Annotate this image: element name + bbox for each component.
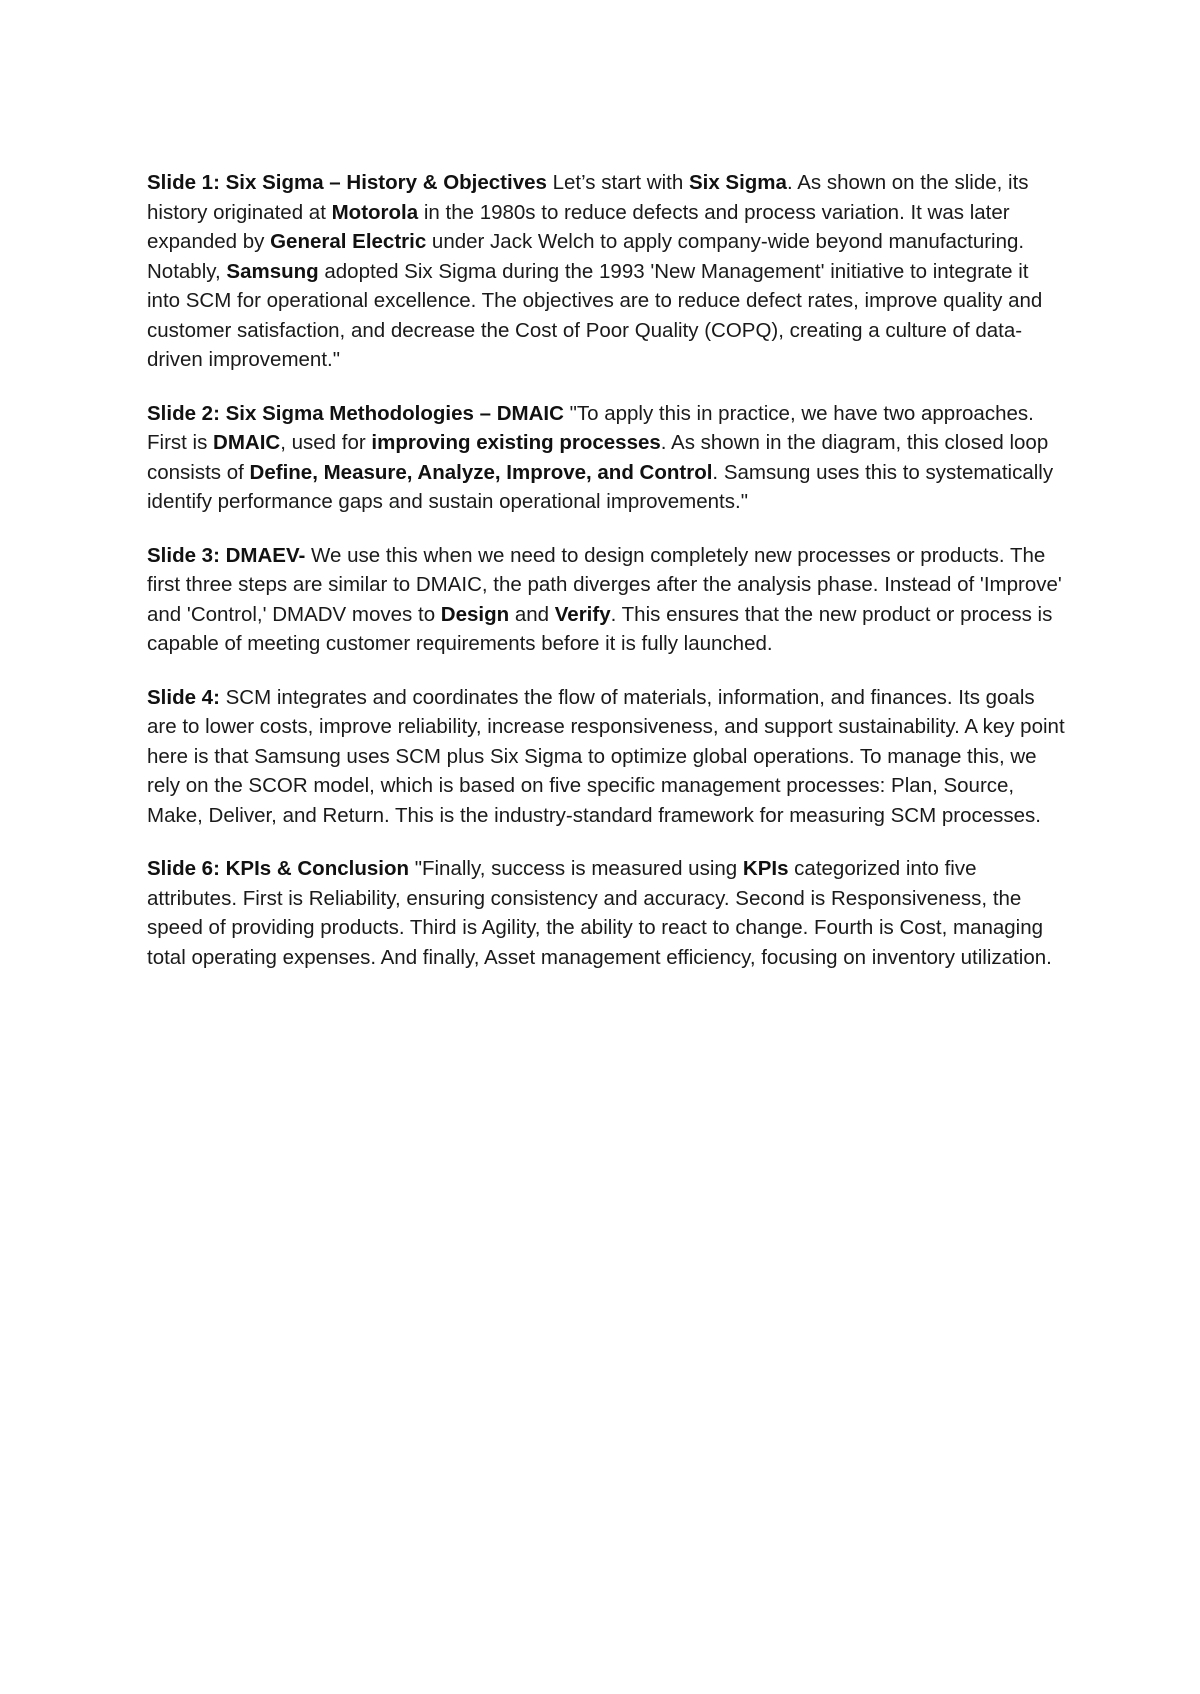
bold-text: Slide 1: Six Sigma – History & Objectives <box>147 171 547 194</box>
body-text: under Jack Welch to apply company-wide beyond manufacturing. Notably, <box>147 230 1030 283</box>
paragraph-slide-6 <box>147 854 1067 972</box>
bold-text: Slide 2: Six Sigma Methodologies – DMAIC <box>147 401 564 425</box>
body-text: . This ensures that the new product or process is capable of meeting customer requirements before it is fully launched. <box>147 602 1059 655</box>
bold-text: Define, Measure, Analyze, Improve, and Control <box>249 460 713 484</box>
bold-text: Samsung <box>226 259 319 283</box>
body-text: "Finally, success is measured using <box>409 857 743 880</box>
paragraph-slide-3 <box>147 541 1067 659</box>
body-text: Let’s start with <box>546 171 689 194</box>
bold-text: DMAIC <box>213 431 281 454</box>
paragraph-slide-2 <box>147 399 1067 517</box>
bold-text: General Electric <box>270 230 427 253</box>
body-text: . As shown in the diagram, this closed loop consists of <box>147 431 1054 484</box>
bold-text: Verify <box>554 602 611 626</box>
bold-text: Slide 4: <box>147 685 220 709</box>
body-text: in the 1980s to reduce defects and process variation. It was later expanded by <box>147 200 1016 253</box>
bold-text: improving existing processes <box>371 431 661 454</box>
paragraph-slide-1 <box>147 168 1067 375</box>
bold-text: KPIs <box>742 857 789 880</box>
body-text: categorized into five attributes. First is Reliability, ensuring consistency and accuracy. Second is Responsiveness, the speed of providing products. Third is Agility, the ability to react to change. Fourth is Cost, managing total operating expenses. And finally, Asset management efficiency, focusing on inventory utilization. <box>147 857 1052 969</box>
body-text: "To apply this in practice, we have two approaches. First is <box>147 401 1040 454</box>
document-body <box>147 168 1071 996</box>
bold-text: Slide 6: KPIs & Conclusion <box>147 857 409 880</box>
bold-text: Slide 3: DMAEV- <box>147 543 306 567</box>
bold-text: Six Sigma <box>688 171 787 194</box>
body-text: SCM integrates and coordinates the flow of materials, information, and finances. Its goals are to lower costs, improve reliability, increase responsiveness, and support sustainability. A key point here is that Samsung uses SCM plus Six Sigma to optimize global operations. To manage this, we rely on the SCOR model, which is based on five specific management processes: Plan, Source, Make, Deliver, and Return. This is the industry-standard framework for measuring SCM processes. <box>147 685 1071 827</box>
body-text: adopted Six Sigma during the 1993 'New Management' initiative to integrate it into SCM for operational excellence. The objectives are to reduce defect rates, improve quality and customer satisfaction, and decrease the Cost of Poor Quality (COPQ), creating a culture of data-driven improvement." <box>147 259 1048 371</box>
body-text: , used for <box>280 431 372 454</box>
bold-text: Design <box>440 602 510 626</box>
paragraph-slide-4 <box>147 683 1071 831</box>
body-text: and <box>509 602 555 626</box>
body-text: We use this when we need to design completely new processes or products. The first three steps are similar to DMAIC, the path diverges after the analysis phase. Instead of 'Improve' and 'Control,' DMADV moves to <box>147 543 1068 626</box>
body-text: . Samsung uses this to systematically identify performance gaps and sustain operational improvements." <box>147 460 1059 513</box>
bold-text: Motorola <box>331 200 419 224</box>
body-text: . As shown on the slide, its history originated at <box>147 171 1035 224</box>
